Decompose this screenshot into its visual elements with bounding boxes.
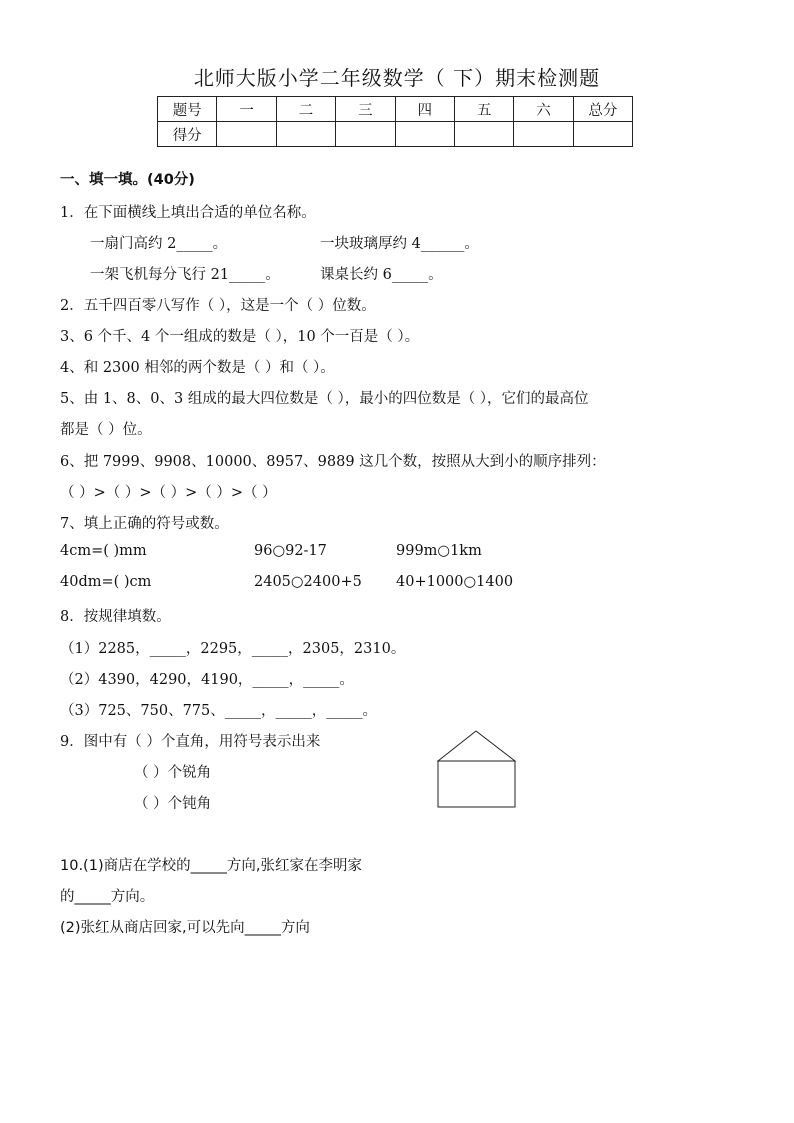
- table-row: [158, 122, 633, 147]
- house-shape-figure: [437, 729, 517, 811]
- question-8a: （1）2285，_____，2295，_____，2305，2310。: [60, 641, 406, 657]
- question-6-blanks: （ ）>（ ）>（ ）>（ ）>（ ）: [60, 485, 277, 501]
- table-cell: 三: [336, 97, 395, 122]
- question-7f: 40+1000○1400: [396, 574, 514, 590]
- question-8c: （3）725、750、775、_____，_____，_____。: [60, 703, 378, 719]
- house-roof: [438, 731, 515, 761]
- score-input-cell[interactable]: [217, 122, 276, 147]
- score-input-cell[interactable]: [573, 122, 632, 147]
- question-1b: 一块玻璃厚约 4______。: [320, 236, 479, 252]
- question-3: 3、6 个千、4 个一组成的数是（ ），10 个一百是（ ）。: [60, 329, 420, 345]
- score-input-cell[interactable]: [395, 122, 454, 147]
- question-6: 6、把 7999、9908、10000、8957、9889 这几个数，按照从大到小的顺序排列：: [60, 454, 606, 470]
- table-cell: 二: [276, 97, 335, 122]
- section-heading: 一、填一填。(40分): [60, 172, 195, 188]
- question-7: 7、填上正确的符号或数。: [60, 516, 229, 532]
- table-cell: 六: [514, 97, 573, 122]
- table-cell: 总分: [573, 97, 632, 122]
- table-cell: 四: [395, 97, 454, 122]
- table-cell: 一: [217, 97, 276, 122]
- score-table: [157, 96, 633, 147]
- score-input-cell[interactable]: [454, 122, 513, 147]
- question-7d: 40dm=( )cm: [60, 574, 152, 590]
- question-5: 5、由 1、8、0、3 组成的最大四位数是（ ），最小的四位数是（ ），它们的最高位: [60, 391, 589, 407]
- question-4: 4、和 2300 相邻的两个数是（ ）和（ ）。: [60, 360, 335, 376]
- question-8b: （2）4390，4290，4190，_____，_____。: [60, 672, 354, 688]
- question-7a: 4cm=( )mm: [60, 543, 147, 559]
- question-9: 9．图中有（ ）个直角，用符号表示出来: [60, 734, 321, 750]
- question-10c: (2)张红从商店回家,可以先向_____方向: [60, 920, 310, 936]
- house-body: [438, 761, 515, 807]
- score-input-cell[interactable]: [336, 122, 395, 147]
- table-cell: 五: [454, 97, 513, 122]
- question-7c: 999m○1km: [396, 543, 482, 559]
- question-2: 2．五千四百零八写作（ ），这是一个（ ）位数。: [60, 298, 376, 314]
- question-10a: 10.(1)商店在学校的_____方向,张红家在李明家: [60, 858, 362, 874]
- question-9b: （ ）个钝角: [134, 796, 212, 812]
- question-1a: 一扇门高约 2_____。: [90, 236, 228, 252]
- question-7b: 96○92-17: [254, 543, 327, 559]
- score-input-cell[interactable]: [514, 122, 573, 147]
- question-9a: （ ）个锐角: [134, 765, 212, 781]
- question-5-cont: 都是（ ）位。: [60, 422, 152, 438]
- question-8: 8．按规律填数。: [60, 609, 171, 625]
- score-input-cell[interactable]: [276, 122, 335, 147]
- question-1c: 一架飞机每分飞行 21_____。: [90, 267, 280, 283]
- question-10b: 的_____方向。: [60, 889, 155, 905]
- question-1: 1．在下面横线上填出合适的单位名称。: [60, 205, 316, 221]
- question-1d: 课桌长约 6_____。: [320, 267, 443, 283]
- table-cell: 题号: [158, 97, 217, 122]
- question-7e: 2405○2400+5: [254, 574, 362, 590]
- table-cell: 得分: [158, 122, 217, 147]
- page-title: 北师大版小学二年级数学（ 下）期末检测题: [193, 66, 601, 90]
- table-row: [158, 97, 633, 122]
